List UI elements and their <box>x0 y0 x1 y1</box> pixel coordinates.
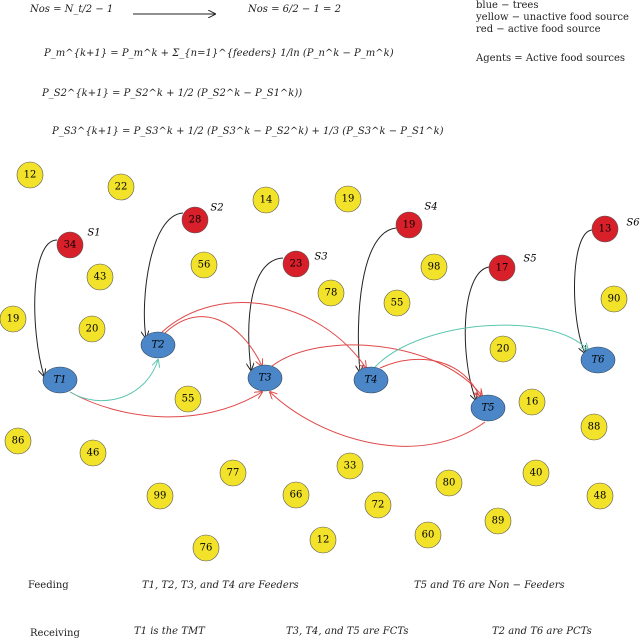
source-label: S5 <box>523 253 537 265</box>
arrow-s6-to-t6 <box>575 230 592 353</box>
yellow-food-source <box>485 508 511 534</box>
yellow-food-source <box>175 386 201 412</box>
arrow-t4-to-t6 <box>375 325 588 367</box>
arrow-s2-to-t2 <box>144 213 183 338</box>
food-source-value: 56 <box>197 259 211 271</box>
yellow-food-source <box>17 162 43 188</box>
food-source-value: 14 <box>259 194 273 206</box>
tree-t3 <box>248 365 282 391</box>
update-s2-equation: P_S2^{k+1} = P_S2^k + 1/2 (P_S2^k − P_S1^k)) <box>42 88 303 99</box>
yellow-food-source <box>384 290 410 316</box>
food-source-value: 66 <box>289 489 303 501</box>
food-source-value: 76 <box>199 542 213 554</box>
arrow-t1-to-t2 <box>70 360 158 401</box>
non-feeders-text: T5 and T6 are Non − Feeders <box>414 580 565 591</box>
food-source-value: 48 <box>593 490 607 502</box>
yellow-food-source <box>193 535 219 561</box>
food-source-value: 90 <box>607 293 621 305</box>
tree-label: T4 <box>364 374 378 386</box>
yellow-food-source <box>87 264 113 290</box>
food-source-value: 22 <box>114 181 128 193</box>
yellow-food-source <box>337 453 363 479</box>
receiving-label: Receiving <box>30 628 80 639</box>
food-source-value: 60 <box>421 529 435 541</box>
yellow-food-source <box>415 522 441 548</box>
yellow-food-source <box>79 316 105 342</box>
source-label: S4 <box>424 201 438 213</box>
source-label: S3 <box>314 251 328 263</box>
food-source-value: 20 <box>496 343 510 355</box>
food-source-value: 19 <box>6 313 20 325</box>
yellow-food-source <box>318 280 344 306</box>
feeders-text: T1, T2, T3, and T4 are Feeders <box>142 580 299 591</box>
legend-yellow: yellow − unactive food source <box>476 12 629 23</box>
legend-agents: Agents = Active food sources <box>476 53 625 64</box>
active-food-source-s5 <box>489 254 537 282</box>
nos-value-equation: Nos = 6/2 − 1 = 2 <box>248 4 341 15</box>
food-source-value: 78 <box>324 287 338 299</box>
yellow-food-source <box>310 527 336 553</box>
active-food-source-s6 <box>592 216 640 242</box>
food-source-value: 13 <box>598 223 612 235</box>
tree-t1 <box>43 367 77 393</box>
food-source-value: 55 <box>390 297 404 309</box>
pcts-text: T2 and T6 are PCTs <box>492 626 592 637</box>
food-source-value: 98 <box>427 261 441 273</box>
tree-t4 <box>354 367 388 393</box>
yellow-food-source <box>220 460 246 486</box>
food-source-value: 19 <box>402 219 416 231</box>
food-source-value: 89 <box>491 515 505 527</box>
tree-t2 <box>141 332 175 358</box>
tree-label: T3 <box>258 372 272 384</box>
yellow-food-source <box>283 482 309 508</box>
fcts-text: T3, T4, and T5 are FCTs <box>286 626 409 637</box>
source-label: S2 <box>210 202 224 214</box>
yellow-food-source <box>191 252 217 278</box>
update-s3-equation: P_S3^{k+1} = P_S3^k + 1/2 (P_S3^k − P_S2^k) + 1/3 (P_S3^k − P_S1^k) <box>52 126 444 137</box>
active-food-source-s3 <box>283 251 328 277</box>
yellow-food-source <box>601 286 627 312</box>
food-source-value: 33 <box>343 460 357 472</box>
arrow-s1-to-t1 <box>35 240 57 376</box>
arrow-s3-to-t3 <box>249 258 283 370</box>
yellow-food-source <box>253 187 279 213</box>
tree-label: T6 <box>591 354 605 366</box>
yellow-food-source <box>490 336 516 362</box>
update-general-equation: P_m^{k+1} = P_m^k + Σ_{n=1}^{feeders} 1/ln (P_n^k − P_m^k) <box>44 48 394 59</box>
yellow-food-source <box>108 174 134 200</box>
food-source-value: 28 <box>188 214 202 226</box>
yellow-food-source <box>5 428 31 454</box>
yellow-food-source <box>80 440 106 466</box>
food-source-value: 80 <box>442 477 456 489</box>
active-food-source-s4 <box>396 202 438 239</box>
tree-label: T2 <box>151 339 165 351</box>
arrow-t2-to-t3 <box>165 317 262 366</box>
legend-blue: blue − trees <box>476 0 539 11</box>
food-source-value: 43 <box>93 271 107 283</box>
food-source-value: 40 <box>529 467 543 479</box>
yellow-food-source <box>581 414 607 440</box>
yellow-food-source <box>421 254 447 280</box>
nos-general-equation: Nos = N_t/2 − 1 <box>30 4 114 15</box>
tree-label: T1 <box>53 374 67 386</box>
tree-label: T5 <box>481 402 495 414</box>
source-label: S1 <box>87 227 101 239</box>
yellow-food-source <box>519 389 545 415</box>
active-food-source-s1 <box>57 228 101 259</box>
food-source-value: 23 <box>289 258 303 270</box>
food-source-value: 12 <box>23 169 37 181</box>
arrow-t5-to-t3 <box>270 392 485 446</box>
yellow-food-source <box>523 460 549 486</box>
active-food-source-s2 <box>182 203 224 234</box>
yellow-food-source <box>0 306 26 332</box>
feeding-label: Feeding <box>28 580 69 591</box>
food-source-value: 86 <box>11 435 25 447</box>
yellow-food-source <box>147 483 173 509</box>
food-source-value: 46 <box>86 447 100 459</box>
food-source-value: 55 <box>181 393 195 405</box>
arrow-t1-to-t3 <box>70 392 262 417</box>
food-source-value: 12 <box>316 534 330 546</box>
legend-red: red − active food source <box>476 24 601 35</box>
food-source-value: 16 <box>525 396 539 408</box>
source-label: S6 <box>626 217 640 229</box>
food-source-value: 19 <box>341 193 355 205</box>
food-source-value: 99 <box>153 490 167 502</box>
tree-t5 <box>471 395 505 421</box>
food-source-value: 20 <box>85 323 99 335</box>
food-source-value: 17 <box>495 262 509 274</box>
food-source-value: 72 <box>371 499 385 511</box>
yellow-food-source <box>436 470 462 496</box>
yellow-food-source <box>587 483 613 509</box>
food-source-value: 77 <box>226 467 240 479</box>
arrow-t2-to-t4 <box>162 303 366 368</box>
yellow-food-source <box>335 186 361 212</box>
food-source-value: 34 <box>63 239 77 251</box>
food-source-value: 88 <box>587 421 601 433</box>
yellow-food-source <box>365 492 391 518</box>
tmt-text: T1 is the TMT <box>134 626 205 637</box>
tree-t6 <box>581 347 615 373</box>
